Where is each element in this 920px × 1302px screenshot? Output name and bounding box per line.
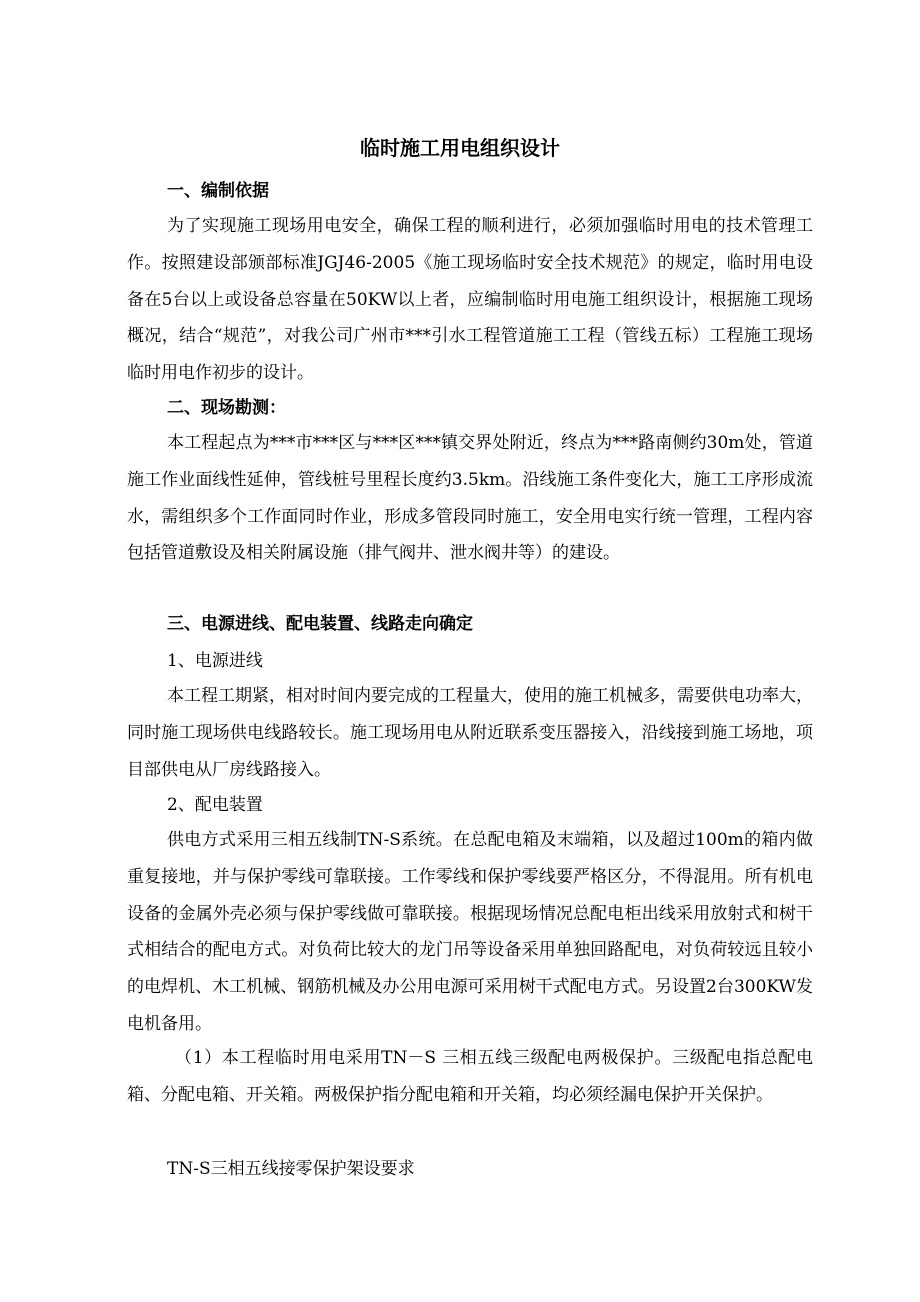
section-heading-basis: 一、编制依据 [167, 181, 269, 201]
section-paragraph-survey: 本工程起点为***市***区与***区***镇交界处附近，终点为***路南侧约30m处，管道施工作业面线性延伸，管线桩号里程长度约3.5km。沿线施工条件变化大，施工工序形成流水，需组织多个工作面同时作业，形成多管段同时施工，安全用电实行统一管理，工程内容包括管道敷设及相关附属设施（排气阀井、泄水阀井等）的建设。 [127, 433, 813, 564]
final-line: TN-S三相五线接零保护架设要求 [167, 1159, 415, 1179]
list-item-1: （1）本工程临时用电采用TN－S 三相五线三级配电两极保护。三级配电指总配电箱、分配电箱、开关箱。两极保护指分配电箱和开关箱，均必须经漏电保护开关保护。 [127, 1048, 813, 1105]
section-heading-power-supply: 三、电源进线、配电装置、线路走向确定 [167, 614, 473, 634]
section-heading-survey: 二、现场勘测： [167, 398, 286, 418]
section-paragraph-basis: 为了实现施工现场用电安全，确保工程的顺利进行，必须加强临时用电的技术管理工作。按照建设部颁部标准JGJ46-2005《施工现场临时安全技术规范》的规定，临时用电设备在5台以上或设备总容量在50KW以上者，应编制临时用电施工组织设计，根据施工现场概况，结合“规范”，对我公司广州市***引水工程管道施工工程（管线五标）工程施工现场临时用电作初步的设计。 [127, 216, 813, 384]
subsection-heading-distribution: 2、配电装置 [167, 795, 263, 815]
subsection-heading-power-inlet: 1、电源进线 [167, 651, 263, 671]
subsection-paragraph-power-inlet: 本工程工期紧，相对时间内要完成的工程量大，使用的施工机械多，需要供电功率大，同时施工现场供电线路较长。施工现场用电从附近联系变压器接入，沿线接到施工场地，项目部供电从厂房线路接入。 [127, 686, 813, 780]
subsection-paragraph-distribution: 供电方式采用三相五线制TN-S系统。在总配电箱及末端箱，以及超过100m的箱内做重复接地，并与保护零线可靠联接。工作零线和保护零线要严格区分，不得混用。所有机电设备的金属外壳必须与保护零线做可靠联接。根据现场情况总配电柜出线采用放射式和树干式相结合的配电方式。对负荷比较大的龙门吊等设备采用单独回路配电，对负荷较远且较小的电焊机、木工机械、钢筋机械及办公用电源可采用树干式配电方式。另设置2台300KW发电机备用。 [127, 830, 813, 1034]
document-title: 临时施工用电组织设计 [360, 136, 560, 160]
